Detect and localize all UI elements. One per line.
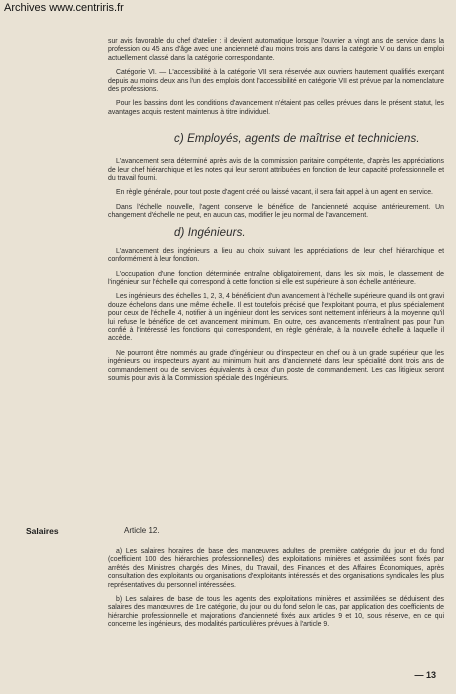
side-label-salaires: Salaires	[26, 526, 59, 536]
paragraph: L'avancement des ingénieurs a lieu au choix suivant les appréciations de leur chef hiérarchique et conformément à leur fonction.	[108, 247, 444, 264]
page-number: — 13	[414, 670, 436, 680]
paragraph: Dans l'échelle nouvelle, l'agent conserve le bénéfice de l'ancienneté acquise antérieurement. Un changement d'échelle ne peut, en aucun cas, modifier le jeu normal de l'avancement.	[108, 203, 444, 220]
paragraph: Ne pourront être nommés au grade d'ingénieur ou d'inspecteur en chef ou à un grade supérieur que les ingénieurs ou inspecteurs ayant au minimum huit ans d'ancienneté dans leur spécialité dont trois ans de commandement ou de services équivalents à ceux d'un poste de commandement. Les cas litigieux seront soumis pour avis à la Commission spéciale des Ingénieurs.	[108, 349, 444, 382]
salaires-text	[108, 548, 444, 636]
paragraph: L'avancement sera déterminé après avis de la commission paritaire compétente, d'après les appréciations de leur chef hiérarchique et les notes qui leur seront attribuées en fonction de leur capacité professionnelle et du travail fourni.	[108, 158, 444, 183]
paragraph: b) Les salaires de base de tous les agents des exploitations minières et assimilées se déduisent des salaires des manœuvres de 1re catégorie, du jour ou du fond selon le cas, par application des coefficients de hiérarchie professionnelle et majorations d'ancienneté fixés aux articles 9 et 10, sous réserve, en ce qui concerne les ingénieurs, des modalités particulières prévues à l'article 9.	[108, 596, 444, 629]
paragraph: a) Les salaires horaires de base des manœuvres adultes de première catégorie du jour et du fond (coefficient 100 des hiérarchies professionnelles) des exploitations minières et assimilées sont fixés par arrêtés des Ministres chargés des Mines, du Travail, des Finances et des Affaires Économiques, après consultation des exploitants ou organisations d'exploitants intéressés et des organisations syndicales les plus représentatives du personnel intéressées.	[108, 548, 444, 589]
paragraph: Les ingénieurs des échelles 1, 2, 3, 4 bénéficient d'un avancement à l'échelle supérieure quand ils ont gravi douze échelons dans une même échelle. Il est toutefois précisé que l'exploitant pourra, et plus spécialement pour ceux de l'échelle 4, notifier à un ingénieur dont les services sont nettement inférieurs à la moyenne qu'il lui refuse le bénéfice de cet avancement minimum. En outre, ces avancements n'entraînent pas pour l'un confié à l'intéressé les fonctions qui correspondent, en règle générale, à la nouvelle échelle à laquelle il accède.	[108, 293, 444, 343]
watermark: Archives www.centriris.fr	[4, 2, 124, 14]
article-heading: Article 12.	[124, 526, 160, 535]
paragraph: En règle générale, pour tout poste d'agent créé ou laissé vacant, il sera fait appel à un agent en service.	[116, 189, 433, 197]
paragraph: Catégorie VI. — L'accessibilité à la catégorie VII sera réservée aux ouvriers hautement qualifiés exerçant depuis au moins deux ans l'un des emplois dont l'accessibilité en catégorie VII est prévue par la nomenclature des professions.	[108, 69, 444, 94]
paragraph: Pour les bassins dont les conditions d'avancement n'étaient pas celles prévues dans le présent statut, les avantages acquis restent maintenus à titre individuel.	[108, 100, 444, 116]
main-text	[108, 38, 444, 389]
paragraph: L'occupation d'une fonction déterminée entraîne obligatoirement, dans les six mois, le classement de l'ingénieur sur l'échelle qui correspond à cette fonction si elle est supérieure à son échelle antérieure.	[108, 270, 444, 286]
section-d-heading: d) Ingénieurs.	[174, 226, 246, 239]
section-c-heading: c) Employés, agents de maîtrise et techniciens.	[174, 133, 420, 146]
paragraph: sur avis favorable du chef d'atelier : il devient automatique lorsque l'ouvrier a vingt ans de service dans la profession ou 45 ans d'âge avec une ancienneté d'au moins trois ans dans la catégorie V ou dans un emploi actuellement classé dans la catégorie correspondante.	[108, 38, 444, 62]
